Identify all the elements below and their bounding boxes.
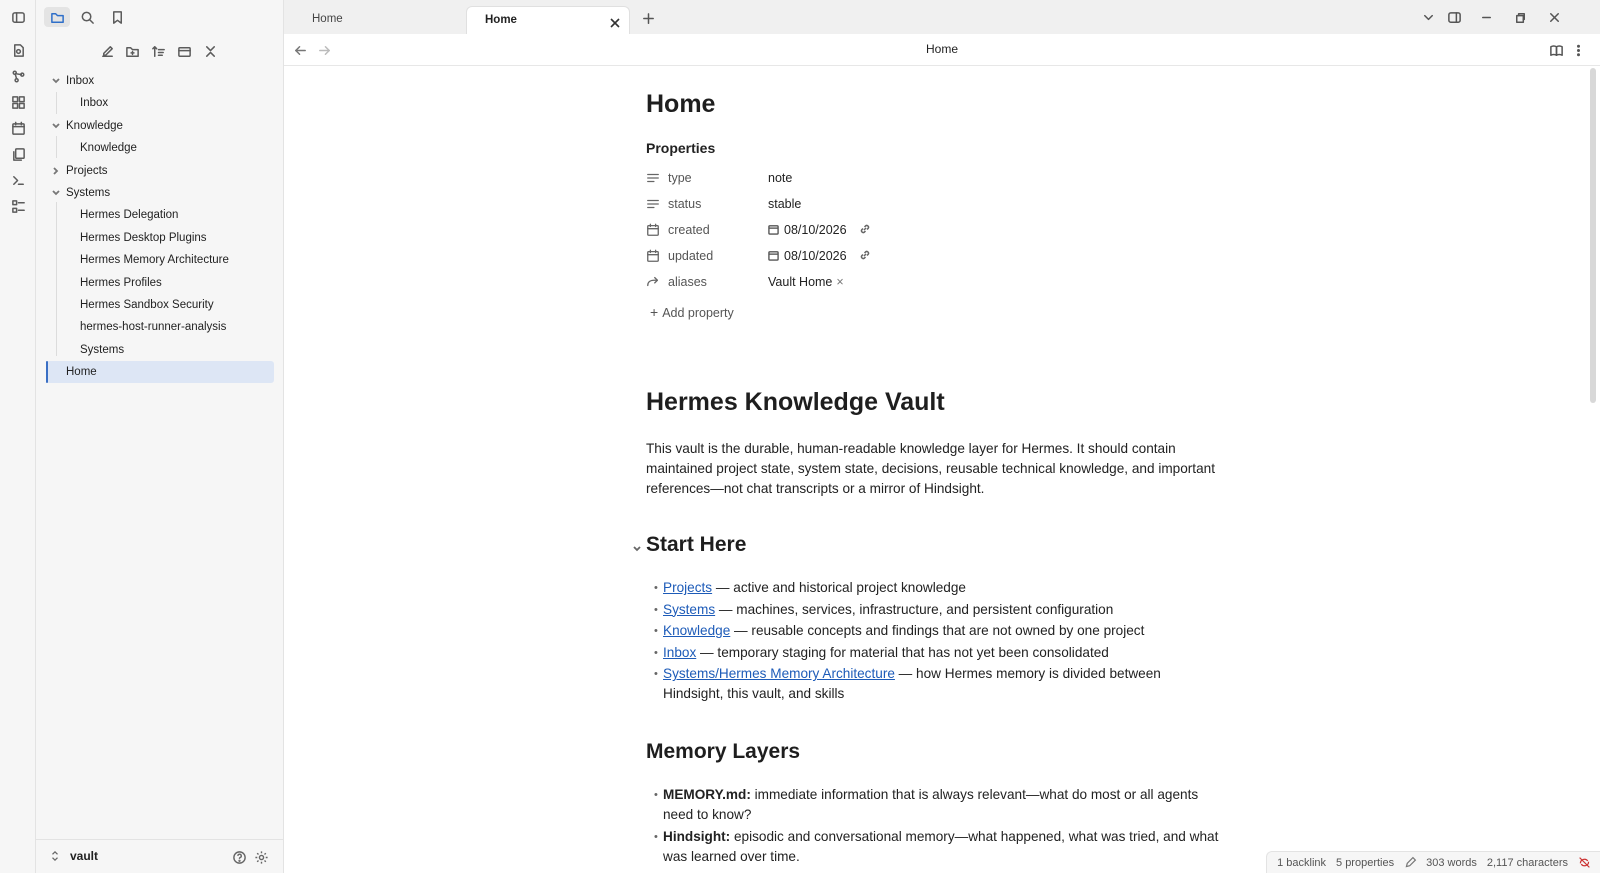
folder-plus-icon	[125, 44, 140, 59]
close-tab-icon[interactable]	[609, 13, 623, 27]
collapse-icon	[203, 44, 218, 59]
property-value[interactable]: 08/10/2026	[768, 249, 871, 263]
add-property-button[interactable]: + Add property	[650, 304, 734, 320]
property-key[interactable]: status	[668, 197, 702, 211]
heading-hermes-knowledge-vault[interactable]: Hermes Knowledge Vault	[646, 388, 945, 416]
tree-folder-inbox[interactable]: Inbox	[46, 70, 274, 92]
sort-icon	[151, 44, 166, 59]
list-item: • Hindsight: episodic and conversational memory—what happened, what was tried, and what was learned over time.	[663, 827, 1223, 867]
internal-link-projects[interactable]: Projects	[663, 580, 713, 595]
property-value[interactable]: stable	[768, 197, 802, 211]
tab-bar	[284, 0, 1600, 34]
reading-view-icon[interactable]	[1546, 40, 1566, 60]
tree-file-systems[interactable]: Systems	[80, 343, 125, 356]
list-item: • Knowledge — reusable concepts and findings that are not owned by one project	[663, 621, 1223, 641]
canvas-icon[interactable]	[9, 93, 27, 111]
chevron-right-icon	[50, 160, 62, 182]
settings-gear-icon[interactable]	[252, 848, 270, 866]
file-search-icon[interactable]	[9, 41, 27, 59]
property-row-type[interactable]	[646, 166, 1046, 192]
minimize-window-icon[interactable]	[1476, 7, 1496, 27]
alias-pill[interactable]: Vault Home ×	[768, 275, 844, 289]
property-row-created[interactable]	[646, 218, 1046, 244]
status-bar	[1266, 851, 1600, 873]
calendar-icon	[646, 223, 662, 239]
more-options-icon[interactable]	[1568, 40, 1588, 60]
property-key[interactable]: type	[668, 171, 692, 185]
file-tree	[46, 70, 274, 383]
files-tab-button[interactable]	[44, 7, 70, 27]
file-explorer-sidebar	[36, 0, 284, 873]
word-count: 303 words	[1426, 856, 1477, 869]
internal-link-inbox[interactable]: Inbox	[663, 644, 697, 660]
sidebar-tab-strip	[36, 0, 284, 34]
tree-file-hermes-host-runner-analysis[interactable]: hermes-host-runner-analysis	[80, 321, 227, 334]
sidebar-toggle-icon[interactable]	[9, 8, 27, 26]
terminal-icon[interactable]	[9, 171, 27, 189]
fold-chevron-icon[interactable]	[632, 542, 642, 552]
date-picker-icon[interactable]	[768, 224, 780, 236]
calendar-icon[interactable]	[9, 119, 27, 137]
list-item: • Projects — active and historical project knowledge	[663, 578, 1223, 598]
pencil-icon[interactable]	[1404, 856, 1418, 870]
bookmarks-tab-button[interactable]	[104, 7, 130, 27]
tree-file-home[interactable]: Home	[46, 361, 274, 383]
tree-file-hermes-sandbox-security[interactable]: Hermes Sandbox Security	[80, 298, 214, 311]
help-icon[interactable]	[230, 848, 248, 866]
property-key[interactable]: updated	[668, 249, 714, 263]
property-key[interactable]: created	[668, 223, 710, 237]
reveal-icon	[177, 44, 192, 59]
collapse-all-button[interactable]	[200, 42, 220, 60]
new-folder-button[interactable]	[122, 42, 142, 60]
internal-link-memory-architecture[interactable]: Systems/Hermes Memory Architecture	[663, 666, 895, 681]
chevron-down-icon	[50, 70, 62, 92]
start-here-list	[663, 578, 1223, 706]
heading-memory-layers[interactable]: Memory Layers	[646, 740, 801, 763]
graph-view-icon[interactable]	[9, 67, 27, 85]
property-value[interactable]: 08/10/2026	[768, 223, 871, 237]
tab-home-1[interactable]: Home	[312, 13, 343, 25]
tree-file-hermes-profiles[interactable]: Hermes Profiles	[80, 276, 162, 289]
link-icon[interactable]	[859, 223, 871, 235]
property-value[interactable]: note	[768, 171, 793, 185]
auto-reveal-button[interactable]	[174, 42, 194, 60]
text-lines-icon	[646, 171, 662, 187]
tree-file-hermes-desktop-plugins[interactable]: Hermes Desktop Plugins	[80, 231, 207, 244]
templates-icon[interactable]	[9, 145, 27, 163]
chevron-down-icon	[50, 115, 62, 137]
tree-folder-knowledge[interactable]: Knowledge	[46, 115, 274, 137]
internal-link-systems[interactable]: Systems	[663, 601, 716, 617]
character-count: 2,117 characters	[1486, 856, 1568, 869]
date-picker-icon[interactable]	[768, 250, 780, 262]
tree-file-hermes-memory-architecture[interactable]: Hermes Memory Architecture	[80, 254, 229, 267]
chevron-down-icon	[50, 182, 62, 204]
list-item: • MEMORY.md: immediate information that is always relevant—what do most or all agents need to know?	[663, 785, 1223, 825]
list-item: • Systems — machines, services, infrastructure, and persistent configuration	[663, 600, 1223, 620]
tab-home-2[interactable]: Home	[466, 6, 630, 34]
intro-paragraph[interactable]: This vault is the durable, human-readable knowledge layer for Hermes. It should contain maintained project state, system state, decisions, reusable technical knowledge, and important references—not chat transcripts or a mirror of Hindsight.	[646, 441, 1215, 496]
sort-button[interactable]	[148, 42, 168, 60]
list-item: • Systems/Hermes Memory Architecture — how Hermes memory is divided between Hindsight, this vault, and skills	[663, 664, 1223, 704]
bookmark-icon	[110, 10, 125, 25]
search-tab-button[interactable]	[74, 7, 100, 27]
tree-file-knowledge[interactable]: Knowledge	[80, 142, 137, 155]
plus-icon: +	[650, 304, 659, 320]
sync-off-icon[interactable]	[1578, 856, 1592, 870]
property-row-updated[interactable]	[646, 244, 1046, 270]
scrollbar[interactable]	[1590, 68, 1596, 403]
forward-arrow-icon	[646, 275, 662, 291]
restore-window-icon[interactable]	[1510, 7, 1530, 27]
file-explorer-actions	[36, 40, 284, 62]
new-note-button[interactable]	[97, 42, 117, 60]
editor-content	[284, 66, 1600, 873]
vault-switcher-bar	[36, 839, 284, 873]
memory-layers-list	[663, 785, 1223, 868]
link-icon[interactable]	[859, 249, 871, 261]
new-tab-plus-icon[interactable]	[638, 8, 658, 28]
folder-icon	[50, 10, 65, 25]
vault-name[interactable]: vault	[70, 849, 99, 863]
chevron-up-down-icon[interactable]	[50, 849, 62, 865]
text-lines-icon	[646, 197, 662, 213]
tree-file-hermes-delegation[interactable]: Hermes Delegation	[80, 209, 179, 222]
properties-heading[interactable]: Properties	[646, 140, 716, 156]
tree-folder-systems[interactable]: Systems	[46, 182, 274, 204]
close-window-icon[interactable]	[1544, 7, 1564, 27]
property-row-status[interactable]	[646, 192, 1046, 218]
view-title: Home	[925, 42, 958, 56]
remove-alias-icon[interactable]: ×	[836, 275, 844, 289]
tree-file-inbox[interactable]: Inbox	[80, 97, 109, 110]
calendar-icon	[646, 249, 662, 265]
ribbon	[0, 0, 36, 873]
backlinks-count[interactable]: 1 backlink	[1277, 856, 1327, 869]
internal-link-knowledge[interactable]: Knowledge	[663, 623, 731, 638]
property-row-aliases[interactable]	[646, 270, 1046, 296]
note-title[interactable]: Home	[646, 90, 716, 118]
view-header	[284, 34, 1600, 66]
tab-list-chevron-icon[interactable]	[1418, 7, 1438, 27]
property-key[interactable]: aliases	[668, 275, 707, 289]
tree-folder-projects[interactable]: Projects	[46, 160, 274, 182]
command-list-icon[interactable]	[9, 197, 27, 215]
heading-start-here[interactable]: Start Here	[646, 533, 747, 556]
search-icon	[80, 10, 95, 25]
properties-count[interactable]: 5 properties	[1336, 856, 1395, 869]
list-item: • Inbox — temporary staging for material that has not yet been consolidated	[663, 643, 1223, 663]
right-sidebar-toggle-icon[interactable]	[1444, 7, 1464, 27]
edit-icon	[100, 44, 115, 59]
